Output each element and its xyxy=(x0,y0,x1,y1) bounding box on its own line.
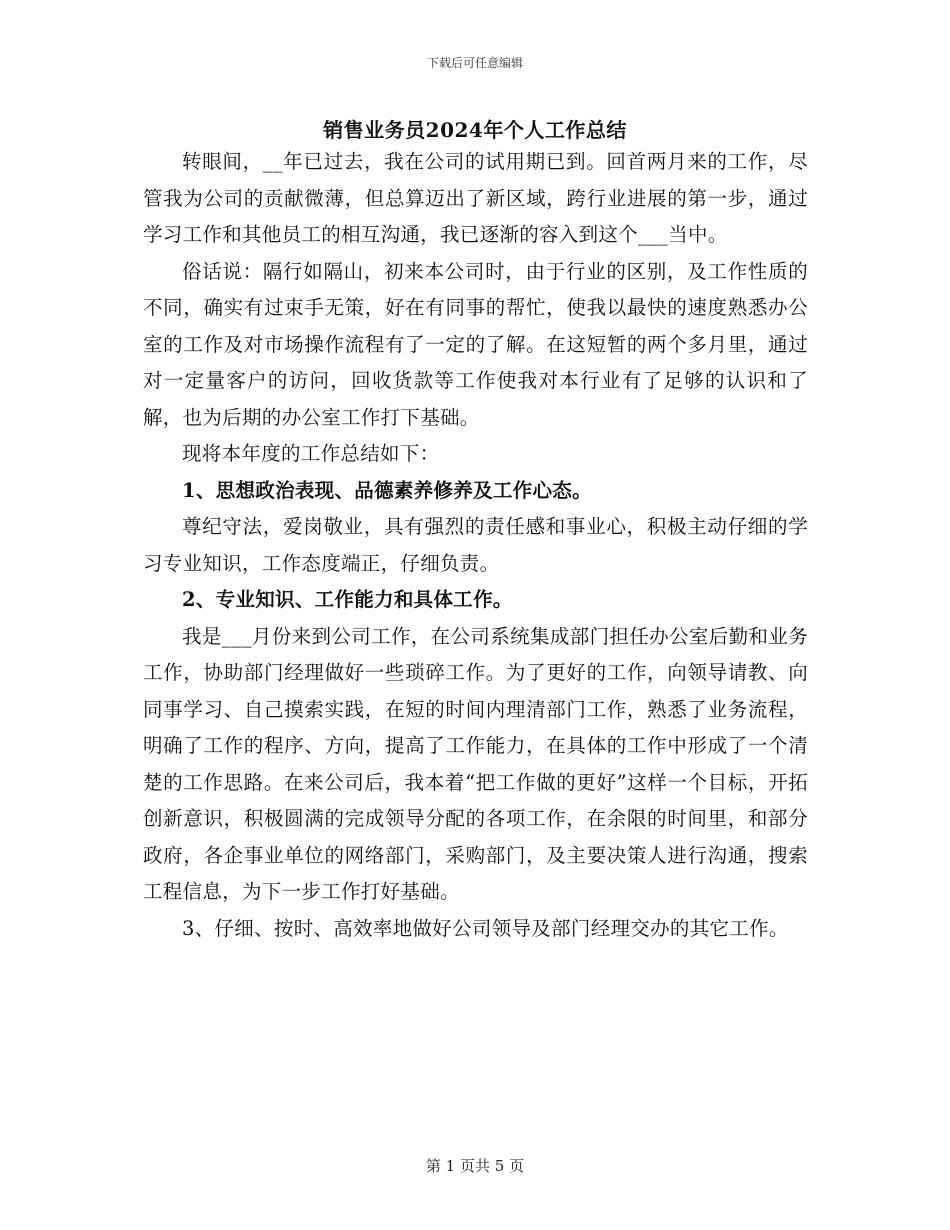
paragraph-intro: 转眼间，__年已过去，我在公司的试用期已到。回首两月来的工作，尽管我为公司的贡献微薄，但总算迈出了新区域，跨行业进展的第一步，通过学习工作和其他员工的相互沟通，我已逐渐的容入到这个___当中。 xyxy=(143,150,808,246)
paragraph-section-3: 3、仔细、按时、高效率地做好公司领导及部门经理交办的其它工作。 xyxy=(182,916,789,940)
document-body xyxy=(143,144,808,947)
document-title: 销售业务员2024年个人工作总结 xyxy=(323,118,627,142)
paragraph-section-2: 我是___月份来到公司工作，在公司系统集成部门担任办公室后勤和业务工作，协助部门经理做好一些琐碎工作。为了更好的工作，向领导请教、向同事学习、自己摸索实践，在短的时间内理清部门工作，熟悉了业务流程，明确了工作的程序、方向，提高了工作能力，在具体的工作中形成了一个清楚的工作思路。在来公司后，我本着“把工作做的更好”这样一个目标，开拓创新意识，积极圆满的完成领导分配的各项工作，在余限的时间里，和部分政府，各企事业单位的网络部门，采购部门，及主要决策人进行沟通，搜索工程信息，为下一步工作打好基础。 xyxy=(143,624,808,903)
section-heading-1: 1、思想政治表现、品德素养修养及工作心态。 xyxy=(182,478,592,502)
page-footer: 第 1 页共 5 页 xyxy=(425,1157,525,1175)
paragraph-proverb: 俗话说：隔行如隔山，初来本公司时，由于行业的区别，及工作性质的不同，确实有过束手无策，好在有同事的帮忙，使我以最快的速度熟悉办公室的工作及对市场操作流程有了一定的了解。在这短暂的两个多月里，通过对一定量客户的访问，回收货款等工作使我对本行业有了足够的认识和了解，也为后期的办公室工作打下基础。 xyxy=(143,259,808,429)
header-note: 下载后可任意编辑 xyxy=(426,56,523,70)
section-heading-2: 2、专业知识、工作能力和具体工作。 xyxy=(182,588,513,611)
paragraph-section-1: 尊纪守法，爱岗敬业，具有强烈的责任感和事业心，积极主动仔细的学习专业知识，工作态度端正，仔细负责。 xyxy=(143,515,808,575)
paragraph-summary-lead: 现将本年度的工作总结如下： xyxy=(182,442,440,465)
